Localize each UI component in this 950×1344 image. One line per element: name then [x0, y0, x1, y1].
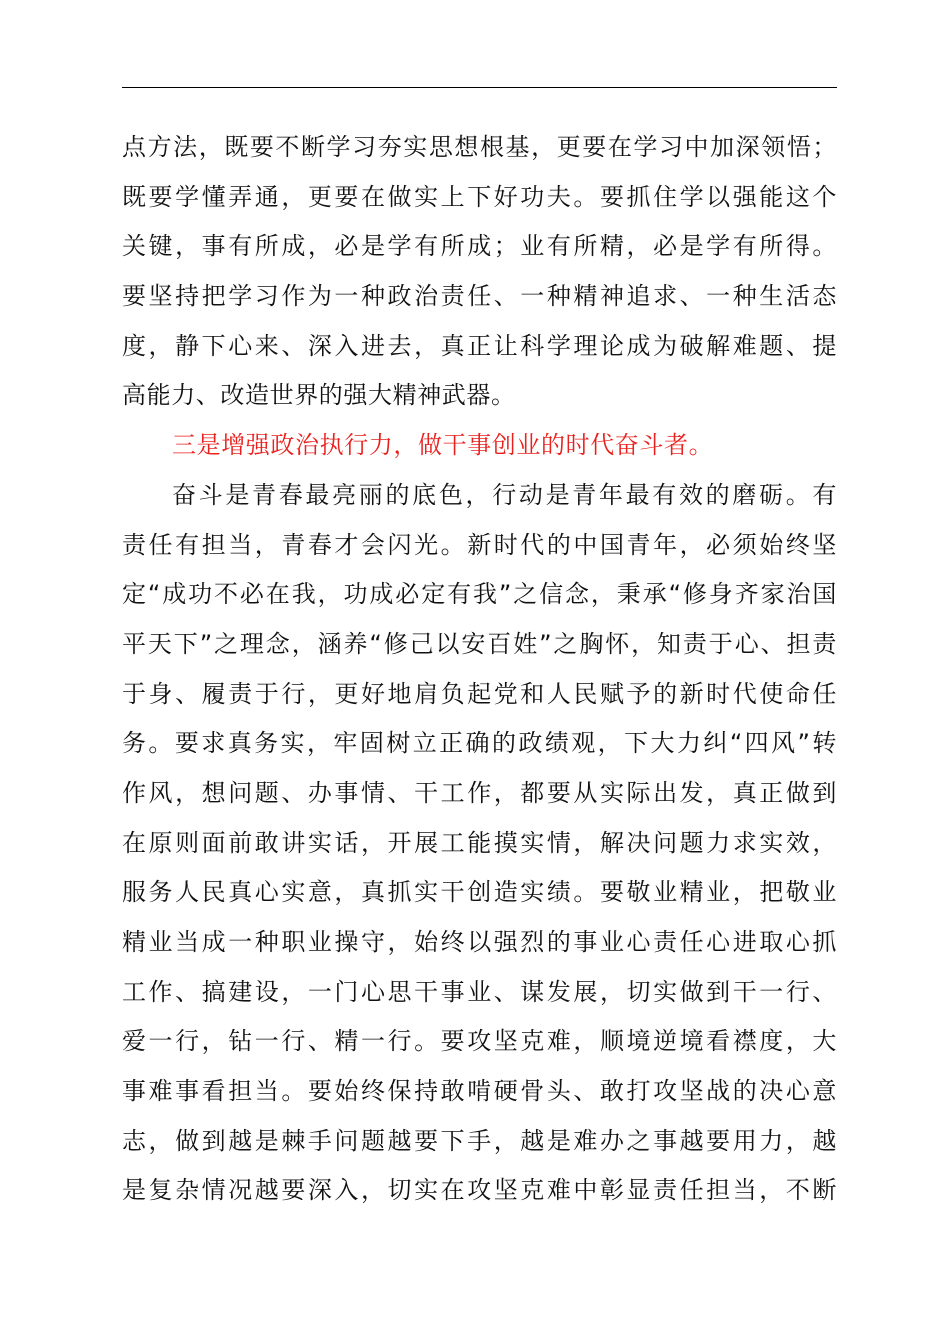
body-line: 点方法，既要不断学习夯实思想根基，更要在学习中加深领悟；: [122, 133, 837, 161]
body-line: 于身、履责于行，更好地肩负起党和人民赋予的新时代使命任: [122, 679, 837, 708]
body-line: 在原则面前敢讲实话，开展工能摸实情，解决问题力求实效，: [122, 828, 837, 857]
body-line: 服务人民真心实意，真抓实干创造实绩。要敬业精业，把敬业: [122, 878, 837, 907]
body-line: 志，做到越是棘手问题越要下手，越是难办之事越要用力，越: [122, 1126, 837, 1155]
body-line: 务。要求真务实，牢固树立正确的政绩观，下大力纠“四风”转: [122, 729, 837, 758]
body-line: 关键，事有所成，必是学有所成；业有所精，必是学有所得。: [122, 232, 837, 261]
body-line: 定“成功不必在我，功成必定有我”之信念，秉承“修身齐家治国: [122, 580, 837, 609]
body-line: 度，静下心来、深入进去，真正让科学理论成为破解难题、提: [122, 331, 837, 360]
body-line: 爱一行，钻一行、精一行。要攻坚克难，顺境逆境看襟度，大: [122, 1027, 837, 1056]
body-line: 工作、搞建设，一门心思干事业、谋发展，切实做到干一行、: [122, 977, 837, 1006]
body-line: 平天下”之理念，涵养“修己以安百姓”之胸怀，知责于心、担责: [122, 629, 837, 658]
document-body: [122, 123, 837, 1216]
body-line: 责任有担当，青春才会闪光。新时代的中国青年，必须始终坚: [122, 530, 837, 559]
body-line: 奋斗是青春最亮丽的底色，行动是青年最有效的磨砺。有: [172, 480, 837, 509]
body-line: 精业当成一种职业操守，始终以强烈的事业心责任心进取心抓: [122, 928, 837, 956]
body-line: 是复杂情况越要深入，切实在攻坚克难中彰显责任担当，不断: [122, 1176, 837, 1205]
body-line: 事难事看担当。要始终保持敢啃硬骨头、敢打攻坚战的决心意: [122, 1077, 837, 1106]
body-line: 既要学懂弄通，更要在做实上下好功夫。要抓住学以强能这个: [122, 182, 837, 211]
body-line: 要坚持把学习作为一种政治责任、一种精神追求、一种生活态: [122, 282, 837, 311]
body-line: 高能力、改造世界的强大精神武器。: [122, 381, 516, 410]
section-heading: 三是增强政治执行力，做干事创业的时代奋斗者。: [172, 431, 714, 460]
body-line: 作风，想问题、办事情、干工作，都要从实际出发，真正做到: [122, 778, 837, 807]
header-rule: [122, 87, 837, 88]
